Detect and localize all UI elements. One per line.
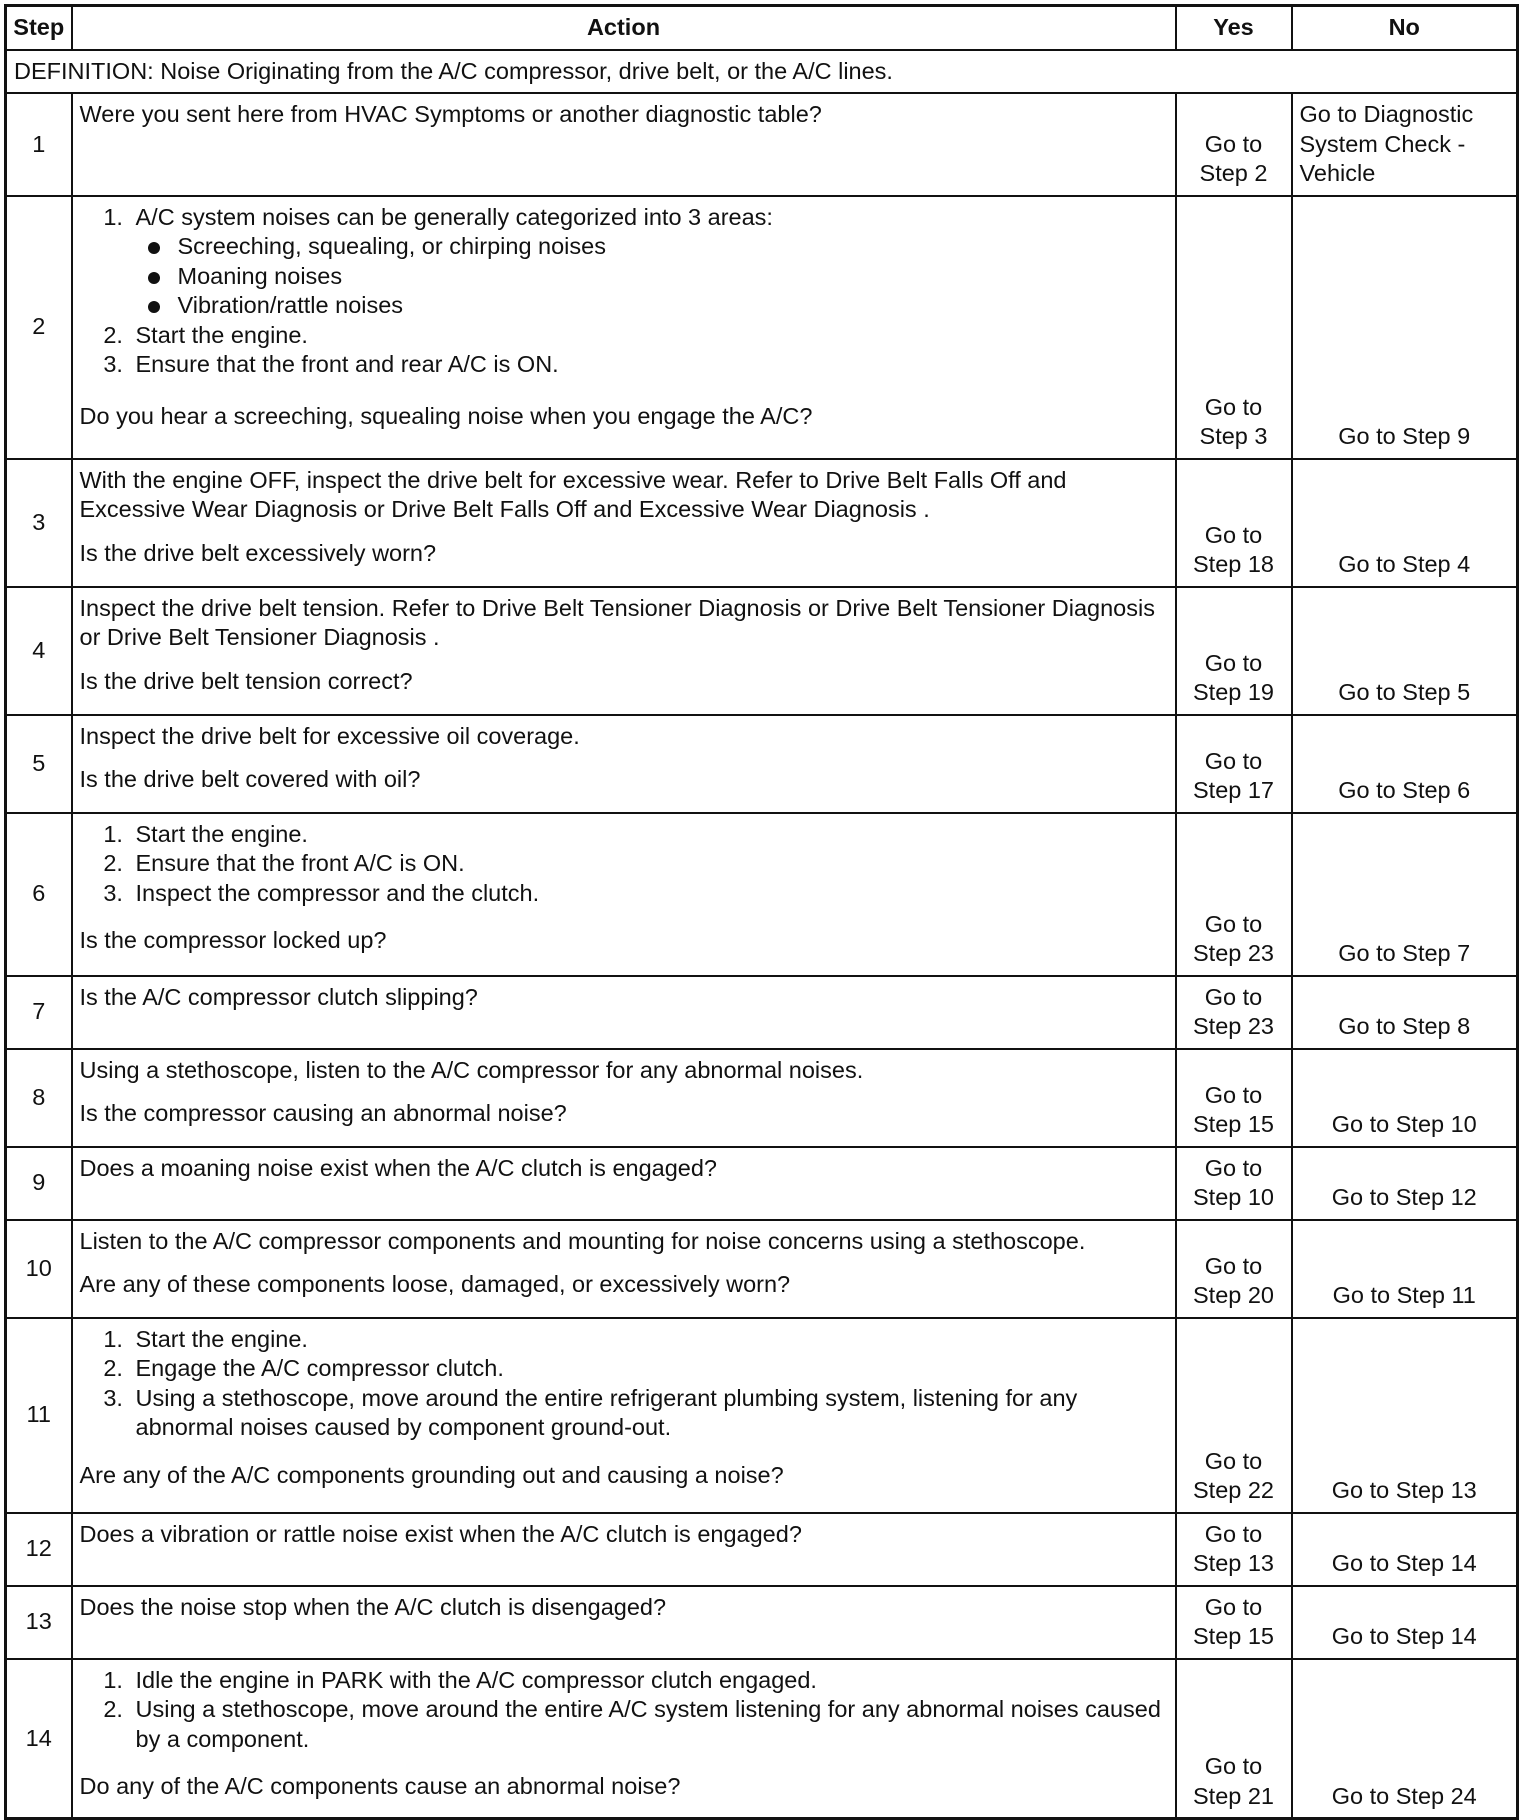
step-number: 2 bbox=[6, 196, 72, 459]
question-text: Is the drive belt excessively worn? bbox=[79, 539, 437, 566]
action-text: Using a stethoscope, listen to the A/C compressor for any abnormal noises. bbox=[79, 1056, 864, 1083]
step-number: 5 bbox=[6, 715, 72, 813]
action-text: Does a moaning noise exist when the A/C clutch is engaged? bbox=[72, 1147, 1176, 1220]
list-item: 2. Engage the A/C compressor clutch. bbox=[130, 1354, 1168, 1384]
table-row bbox=[6, 93, 1518, 196]
question-text: Are any of the A/C components grounding out and causing a noise? bbox=[79, 1461, 784, 1488]
yes-link[interactable]: Go to Step 3 bbox=[1176, 196, 1292, 459]
table-row bbox=[6, 1659, 1518, 1819]
table-row bbox=[6, 715, 1518, 813]
list-item: 1. Start the engine. bbox=[130, 1325, 1168, 1355]
yes-link[interactable]: Go to Step 22 bbox=[1176, 1318, 1292, 1513]
no-link[interactable]: Go to Step 6 bbox=[1292, 715, 1518, 813]
diagnostic-table bbox=[4, 4, 1519, 1820]
action-cell bbox=[72, 1318, 1176, 1513]
list-item bbox=[130, 203, 1168, 321]
question-text: Do you hear a screeching, squealing noise when you engage the A/C? bbox=[79, 402, 813, 429]
table-row bbox=[6, 1586, 1518, 1659]
table-row bbox=[6, 196, 1518, 459]
action-cell bbox=[72, 1659, 1176, 1819]
no-link[interactable]: Go to Step 14 bbox=[1292, 1586, 1518, 1659]
header-yes: Yes bbox=[1176, 6, 1292, 50]
no-link[interactable]: Go to Step 13 bbox=[1292, 1318, 1518, 1513]
question-text: Do any of the A/C components cause an abnormal noise? bbox=[79, 1773, 681, 1799]
question-text: Is the drive belt tension correct? bbox=[79, 667, 413, 694]
list-item: 2. Ensure that the front A/C is ON. bbox=[130, 849, 1168, 879]
step-number: 9 bbox=[6, 1147, 72, 1220]
no-link[interactable]: Go to Step 11 bbox=[1292, 1220, 1518, 1318]
action-cell bbox=[72, 196, 1176, 459]
action-text: Inspect the drive belt for excessive oil coverage. bbox=[79, 722, 580, 749]
list-item: 2. Using a stethoscope, move around the entire A/C system listening for any abnormal noises caused by a component. bbox=[130, 1695, 1168, 1754]
no-link[interactable]: Go to Step 24 bbox=[1292, 1659, 1518, 1819]
header-step: Step bbox=[6, 6, 72, 50]
table-row bbox=[6, 1147, 1518, 1220]
table-row bbox=[6, 976, 1518, 1049]
action-text: With the engine OFF, inspect the drive belt for excessive wear. Refer to Drive Belt Falls Off and Excessive Wear Diagnosis or Drive Belt Falls Off and Excessive Wear Diagnosis . bbox=[79, 466, 1067, 522]
yes-link[interactable]: Go to Step 13 bbox=[1176, 1513, 1292, 1586]
bullet-item: Moaning noises bbox=[166, 262, 1168, 292]
list-item: 2. Start the engine. bbox=[130, 321, 1168, 351]
table-row bbox=[6, 1513, 1518, 1586]
step-number: 1 bbox=[6, 93, 72, 196]
step-number: 3 bbox=[6, 459, 72, 587]
question-text: Is the compressor locked up? bbox=[79, 927, 387, 953]
step-number: 11 bbox=[6, 1318, 72, 1513]
yes-link[interactable]: Go to Step 2 bbox=[1176, 93, 1292, 196]
yes-link[interactable]: Go to Step 19 bbox=[1176, 587, 1292, 715]
yes-link[interactable]: Go to Step 18 bbox=[1176, 459, 1292, 587]
yes-link[interactable]: Go to Step 23 bbox=[1176, 813, 1292, 976]
action-cell bbox=[72, 715, 1176, 813]
yes-link[interactable]: Go to Step 17 bbox=[1176, 715, 1292, 813]
action-text: Were you sent here from HVAC Symptoms or another diagnostic table? bbox=[72, 93, 1176, 196]
step-number: 7 bbox=[6, 976, 72, 1049]
table-row bbox=[6, 1318, 1518, 1513]
action-list bbox=[80, 1325, 1168, 1443]
table-row bbox=[6, 1049, 1518, 1147]
no-link[interactable]: Go to Step 7 bbox=[1292, 813, 1518, 976]
action-cell bbox=[72, 813, 1176, 976]
table-row bbox=[6, 587, 1518, 715]
no-link[interactable]: Go to Step 5 bbox=[1292, 587, 1518, 715]
yes-link[interactable]: Go to Step 10 bbox=[1176, 1147, 1292, 1220]
yes-link[interactable]: Go to Step 15 bbox=[1176, 1586, 1292, 1659]
question-text: Is the compressor causing an abnormal noise? bbox=[79, 1100, 567, 1126]
list-item: 3. Inspect the compressor and the clutch. bbox=[130, 879, 1168, 909]
yes-link[interactable]: Go to Step 20 bbox=[1176, 1220, 1292, 1318]
list-item: 1. Idle the engine in PARK with the A/C compressor clutch engaged. bbox=[130, 1666, 1168, 1696]
no-link[interactable]: Go to Step 10 bbox=[1292, 1049, 1518, 1147]
list-item: 1. Start the engine. bbox=[130, 820, 1168, 850]
table-row bbox=[6, 1220, 1518, 1318]
no-link[interactable]: Go to Diagnostic System Check - Vehicle bbox=[1292, 93, 1518, 196]
table-row bbox=[6, 813, 1518, 976]
step-number: 6 bbox=[6, 813, 72, 976]
step-number: 8 bbox=[6, 1049, 72, 1147]
step-number: 13 bbox=[6, 1586, 72, 1659]
yes-link[interactable]: Go to Step 23 bbox=[1176, 976, 1292, 1049]
list-item-text: A/C system noises can be generally categorized into 3 areas: bbox=[135, 203, 773, 230]
header-row bbox=[6, 6, 1518, 50]
definition-row bbox=[6, 50, 1518, 94]
list-item: 3. Using a stethoscope, move around the entire refrigerant plumbing system, listening for any abnormal noises caused by component ground-out. bbox=[130, 1384, 1168, 1443]
action-list bbox=[80, 1666, 1168, 1755]
no-link[interactable]: Go to Step 14 bbox=[1292, 1513, 1518, 1586]
header-no: No bbox=[1292, 6, 1518, 50]
action-cell bbox=[72, 1220, 1176, 1318]
step-number: 12 bbox=[6, 1513, 72, 1586]
question-text: Are any of these components loose, damaged, or excessively worn? bbox=[79, 1271, 791, 1297]
action-cell bbox=[72, 459, 1176, 587]
no-link[interactable]: Go to Step 9 bbox=[1292, 196, 1518, 459]
yes-link[interactable]: Go to Step 21 bbox=[1176, 1659, 1292, 1819]
no-link[interactable]: Go to Step 4 bbox=[1292, 459, 1518, 587]
list-item: 3. Ensure that the front and rear A/C is ON. bbox=[130, 350, 1168, 380]
no-link[interactable]: Go to Step 8 bbox=[1292, 976, 1518, 1049]
bullet-item: Vibration/rattle noises bbox=[166, 291, 1168, 321]
definition-text: DEFINITION: Noise Originating from the A/C compressor, drive belt, or the A/C lines. bbox=[6, 50, 1518, 94]
question-text: Is the drive belt covered with oil? bbox=[79, 766, 421, 792]
bullet-list bbox=[136, 232, 1168, 321]
table-row bbox=[6, 459, 1518, 587]
yes-link[interactable]: Go to Step 15 bbox=[1176, 1049, 1292, 1147]
action-cell bbox=[72, 587, 1176, 715]
action-text: Is the A/C compressor clutch slipping? bbox=[72, 976, 1176, 1049]
action-text: Inspect the drive belt tension. Refer to Drive Belt Tensioner Diagnosis or Drive Belt Tensioner Diagnosis or Drive Belt Tensioner Diagnosis . bbox=[79, 594, 1155, 650]
step-number: 10 bbox=[6, 1220, 72, 1318]
header-action: Action bbox=[72, 6, 1176, 50]
bullet-item: Screeching, squealing, or chirping noises bbox=[166, 232, 1168, 262]
action-text: Does the noise stop when the A/C clutch is disengaged? bbox=[72, 1586, 1176, 1659]
action-list bbox=[80, 203, 1168, 380]
action-text: Does a vibration or rattle noise exist when the A/C clutch is engaged? bbox=[72, 1513, 1176, 1586]
action-text: Listen to the A/C compressor components and mounting for noise concerns using a stethoscope. bbox=[79, 1227, 1086, 1254]
step-number: 14 bbox=[6, 1659, 72, 1819]
step-number: 4 bbox=[6, 587, 72, 715]
action-cell bbox=[72, 1049, 1176, 1147]
action-list bbox=[80, 820, 1168, 909]
no-link[interactable]: Go to Step 12 bbox=[1292, 1147, 1518, 1220]
